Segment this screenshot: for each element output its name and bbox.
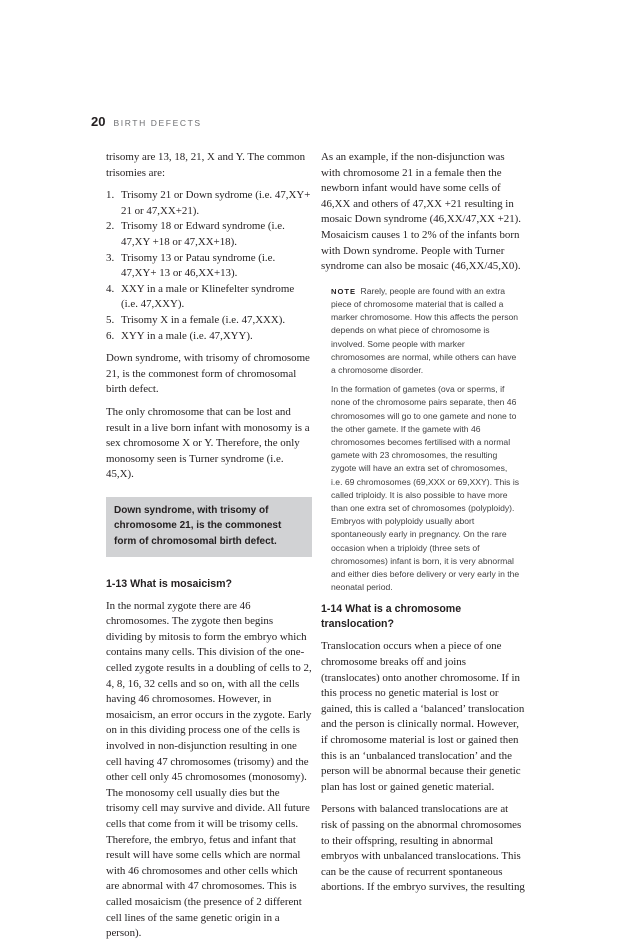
right-column (321, 150, 525, 903)
list-item (106, 219, 312, 250)
list-text: Trisomy 13 or Patau syndrome (i.e. 47,XY+ 13 or 46,XX+13). (121, 251, 276, 280)
list-item (106, 282, 312, 313)
down-syndrome-paragraph: Down syndrome, with trisomy of chromosome 21, is the commonest form of chromosomal birth defect. (106, 352, 310, 396)
page-number: 20 (91, 114, 106, 129)
list-number: 2. (106, 220, 115, 233)
note-block (331, 285, 521, 595)
example-paragraph: As an example, if the non-disjunction was with chromosome 21 in a female then the newborn infant would have some cells of 46,XX and others of 47,XX +21 resulting in mosaic Down syndrome (46,XX/47,XX +21). Mosaicism causes 1 to 2% of the infants born with Down syndrome. People with Turner syndrome can also be mosaic (46,XX/45,X0). (321, 151, 522, 273)
list-item (106, 251, 312, 282)
list-text: XYY in a male (i.e. 47,XYY). (121, 329, 253, 342)
translocation-paragraph: Translocation occurs when a piece of one chromosome breaks off and joins (translocates) onto another chromosome. If in this process no genetic material is lost or gained, this is called a ‘balanced’ translocation and the person is clinically normal. However, if chromosome material is lost or gained then this is an ‘unbalanced translocation’ and the person will be abnormal because their genetic plan has lost or gained genetic material. (321, 640, 525, 793)
section-heading-1-14: 1-14 What is a chromosome translocation? (321, 603, 462, 631)
callout-box (106, 497, 312, 557)
list-item (106, 313, 312, 329)
list-text: Trisomy 18 or Edward syndrome (i.e. 47,XY +18 or 47,XX+18). (121, 220, 285, 248)
list-text: Trisomy 21 or Down sydrome (i.e. 47,XY+ 21 or 47,XX+21). (121, 189, 311, 217)
list-number: 3. (106, 251, 115, 264)
list-item (106, 188, 312, 219)
note-paragraph (331, 285, 521, 377)
intro-paragraph: trisomy are 13, 18, 21, X and Y. The common trisomies are: (106, 151, 306, 179)
trisomy-list (106, 188, 312, 344)
section-heading-1-13: 1-13 What is mosaicism? (106, 577, 232, 590)
mosaicism-paragraph: In the normal zygote there are 46 chromosomes. The zygote then begins dividing by mitosis to form the embryo which contains many cells. This division of the one-celled zygote results in a doubling of cells to 2, 4, 8, 16, 32 cells and so on, with all the cells having 46 chromosomes. However, in mosaicism, an error occurs in the zygote. Early on in this dividing process one of the cells is involved in non-disjunction resulting in one cell having 47 chromosomes (trisomy) and the other cell only 45 chromosomes (monosomy). The monosomy cell usually dies but the trisomy cell may survive and divide. All future cells that come from it will be trisomy cells. Therefore, the embryo, fetus and infant that result will have some cells which are normal with 46 chromosomes and other cells which are abnormal with 47 chromosomes. This is called mosaicism (the presence of 2 different cell lines of the same genetic origin in a person). (106, 599, 312, 940)
callout-text: Down syndrome, with trisomy of chromosome 21, is the commonest form of chromosomal birth defect. (114, 504, 282, 548)
running-header (91, 113, 202, 131)
list-number: 1. (106, 189, 115, 202)
left-column (106, 150, 312, 949)
triploidy-paragraph: In the formation of gametes (ova or sperms, if none of the chromosome pairs separate, then 46 chromosomes will go to one gamete and none to the other gamete. If the gamete with 46 chromosomes becomes fertilised with a normal gamete with 23 chromosomes, the resulting zygote will have an extra set of chromosomes, i.e. 69 chromosomes (69,XXX or 69,XXY). This is called triploidy. It is also possible to have more than one extra set of chromosomes (polyploidy). Embryos with polyploidy usually abort spontaneously early in pregnancy. On the rare occasion when a triploidy (three sets of chromosomes) infant is born, it is very abnormal and either dies before delivery or very early in the neonatal period. (331, 384, 520, 593)
list-text: XXY in a male or Klinefelter syndrome (i.e. 47,XXY). (121, 282, 295, 311)
list-number: 5. (106, 313, 115, 326)
note-text: Rarely, people are found with an extra piece of chromosome material that is called a marker chromosome. How this affects the person depends on what piece of chromosome is involved. Some people with marker chromosomes are normal, while others can have a chromosome disorder. (331, 285, 519, 375)
list-text: Trisomy X in a female (i.e. 47,XXX). (121, 313, 286, 326)
balanced-translocation-paragraph: Persons with balanced translocations are at risk of passing on the abnormal chromosomes to their offspring, resulting in abnormal embryos with unbalanced translocations. This can be the cause of recurrent spontaneous abortions. If the embryo survives, the resulting (321, 803, 525, 894)
list-number: 6. (106, 329, 115, 342)
monosomy-paragraph: The only chromosome that can be lost and result in a live born infant with monosomy is a sex chromosome X or Y. Therefore, the only monosomy seen is Turner syndrome (i.e. 45,X). (106, 405, 310, 481)
list-number: 4. (106, 282, 115, 295)
list-item (106, 329, 312, 345)
note-label: NOTE (331, 286, 357, 296)
running-title: BIRTH DEFECTS (113, 118, 202, 128)
